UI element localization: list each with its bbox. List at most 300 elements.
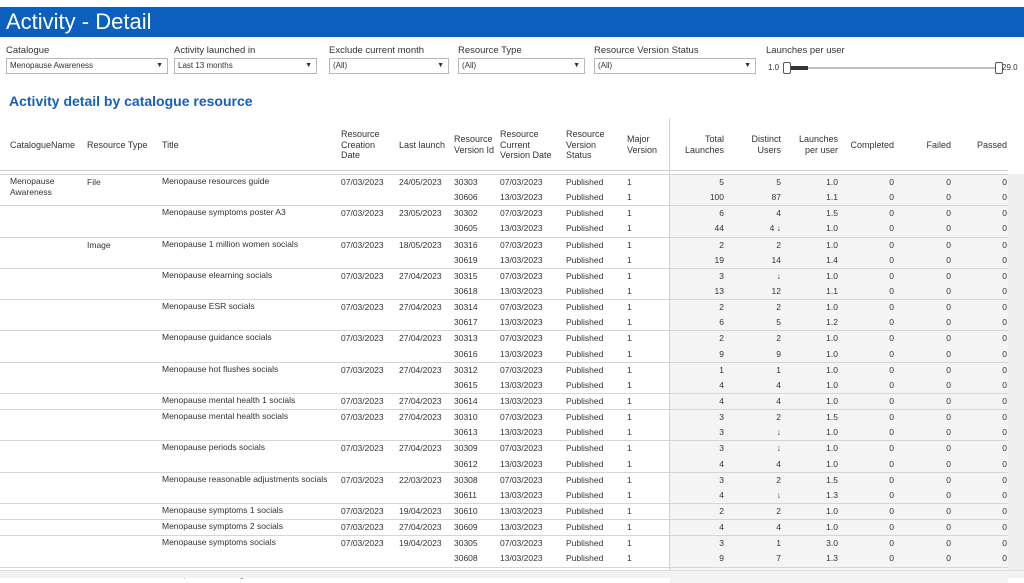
cell-created: 07/03/2023 [341,208,384,219]
table-row[interactable] [0,393,1008,409]
header-current-version-date[interactable]: Resource Current Version Date [500,129,552,160]
cell-created: 07/03/2023 [341,395,384,406]
cell-total: 3 [719,538,724,549]
table-row[interactable] [0,551,1008,566]
activity-launched-dropdown[interactable] [174,58,317,74]
cell-passed: 0 [1002,474,1007,485]
cell-total: 2 [719,302,724,313]
cell-vdate: 13/03/2023 [500,348,543,359]
cell-lpu: 1.0 [826,395,838,406]
cell-last: 19/04/2023 [399,538,442,549]
cell-completed: 0 [889,489,894,500]
cell-lpu: 1.5 [826,412,838,423]
cell-vdate: 13/03/2023 [500,285,543,296]
chevron-down-icon: ▼ [437,62,444,69]
cell-total: 3 [719,427,724,438]
cell-vdate: 07/03/2023 [500,239,543,250]
cell-created: 07/03/2023 [341,505,384,516]
cell-failed: 0 [946,458,951,469]
cell-passed: 0 [1002,364,1007,375]
cell-users: 4 [776,522,781,533]
cell-status: Published [566,427,604,438]
cell-major: 1 [627,458,632,469]
cell-passed: 0 [1002,333,1007,344]
cell-vdate: 13/03/2023 [500,427,543,438]
cell-vid: 30611 [454,489,478,500]
activity-detail-table [0,118,1008,570]
header-catalogue-name[interactable]: CatalogueName [10,140,76,150]
cell-status: Published [566,333,604,344]
cell-created: 07/03/2023 [341,443,384,454]
slider-track[interactable] [788,67,998,69]
cell-failed: 0 [946,317,951,328]
table-row[interactable] [0,347,1008,362]
cell-vdate: 13/03/2023 [500,489,543,500]
cell-major: 1 [627,489,632,500]
cell-completed: 0 [889,270,894,281]
cell-lpu: 1.0 [826,333,838,344]
cell-vid: 30609 [454,522,478,533]
cell-vid: 30605 [454,223,478,234]
table-row[interactable] [0,457,1008,472]
cell-vdate: 13/03/2023 [500,522,543,533]
table-row[interactable] [0,268,1008,284]
cell-major: 1 [627,254,632,265]
cell-failed: 0 [946,208,951,219]
cell-passed: 0 [1002,208,1007,219]
table-row[interactable] [0,519,1008,535]
cell-status: Published [566,192,604,203]
cell-major: 1 [627,285,632,296]
exclude-current-month-value: (All) [333,61,348,70]
cell-status: Published [566,285,604,296]
resource-version-status-value: (All) [598,61,613,70]
table-body [0,174,1008,583]
table-row[interactable] [0,205,1008,221]
cell-lpu: 3.0 [826,538,838,549]
cell-users: 2 [776,302,781,313]
header-creation-date[interactable]: Resource Creation Date [341,129,380,160]
slider-min-handle[interactable] [783,62,791,74]
cell-title: Menopause reasonable adjustments socials [162,473,328,484]
launches-per-user-slider[interactable] [766,60,1024,76]
cell-title: Menopause symptoms 2 socials [162,521,283,532]
cell-status: Published [566,364,604,375]
cell-completed: 0 [889,538,894,549]
cell-users: 4 [776,379,781,390]
cell-vid: 30619 [454,254,478,265]
header-resource-type[interactable]: Resource Type [87,140,148,150]
cell-created: 07/03/2023 [341,239,384,250]
table-row[interactable] [0,174,1008,197]
table-row[interactable] [0,440,1008,456]
cell-total: 4 [719,489,724,500]
cell-lpu: 1.0 [826,177,838,187]
cell-status: Published [566,553,604,564]
cell-title: Menopause symptoms socials [162,537,276,548]
chevron-down-icon: ▼ [305,62,312,69]
cell-users: 4 [776,458,781,469]
cell-major: 1 [627,538,632,549]
cell-vdate: 07/03/2023 [500,474,543,485]
cell-passed: 0 [1002,223,1007,234]
cell-users: 12 [771,285,781,296]
cell-users: 4 ↓ [769,223,781,234]
cell-title: Menopause ESR socials [162,301,255,312]
cell-last: 27/04/2023 [399,270,442,281]
cell-vid: 30617 [454,317,478,328]
cell-passed: 0 [1002,538,1007,549]
cell-vdate: 13/03/2023 [500,254,543,265]
header-completed[interactable]: Completed [850,140,894,150]
cell-vid: 30314 [454,302,478,313]
cell-last: 22/03/2023 [399,474,442,485]
cell-status: Published [566,458,604,469]
cell-total: 4 [719,395,724,406]
chevron-down-icon: ▼ [156,62,163,69]
cell-type: File [87,177,101,187]
cell-users: ↓ [776,443,781,454]
cell-major: 1 [627,427,632,438]
cell-vid: 30606 [454,192,478,203]
cell-total: 13 [714,285,724,296]
cell-total: 9 [719,553,724,564]
cell-vdate: 13/03/2023 [500,192,543,203]
cell-passed: 0 [1002,553,1007,564]
cell-failed: 0 [946,443,951,454]
cell-vdate: 07/03/2023 [500,177,543,187]
cell-passed: 0 [1002,239,1007,250]
cell-completed: 0 [889,223,894,234]
cell-vid: 30615 [454,379,478,390]
cell-total: 1 [719,364,724,375]
cell-passed: 0 [1002,489,1007,500]
cell-status: Published [566,489,604,500]
cell-vid: 30315 [454,270,478,281]
resource-version-status-filter [594,44,756,74]
cell-total: 4 [719,458,724,469]
cell-vid: 30316 [454,239,478,250]
cell-major: 1 [627,474,632,485]
resource-type-filter-label: Resource Type [458,45,522,56]
cell-failed: 0 [946,254,951,265]
cell-created: 07/03/2023 [341,538,384,549]
cell-created: 07/03/2023 [341,474,384,485]
cell-status: Published [566,223,604,234]
cell-passed: 0 [1002,412,1007,423]
cell-lpu: 1.4 [826,254,838,265]
cell-status: Published [566,412,604,423]
cell-vid: 30309 [454,443,478,454]
cell-major: 1 [627,192,632,203]
table-row[interactable] [0,535,1008,551]
cell-major: 1 [627,364,632,375]
cell-created: 07/03/2023 [341,364,384,375]
cell-total: 2 [719,239,724,250]
chevron-down-icon: ▼ [744,62,751,69]
cell-status: Published [566,522,604,533]
cell-status: Published [566,317,604,328]
cell-failed: 0 [946,505,951,516]
cell-status: Published [566,177,604,187]
cell-users: 1 [776,538,781,549]
cell-completed: 0 [889,317,894,328]
cell-failed: 0 [946,223,951,234]
page-title: Activity - Detail [6,9,152,34]
cell-failed: 0 [946,270,951,281]
cell-title: Menopause symptoms 1 socials [162,504,283,515]
table-row[interactable] [0,425,1008,440]
table-header [0,118,1008,171]
cell-major: 1 [627,270,632,281]
cell-vdate: 07/03/2023 [500,208,543,219]
cell-last: 27/04/2023 [399,443,442,454]
cell-vid: 30310 [454,412,478,423]
cell-vid: 30610 [454,505,478,516]
header-total-launches[interactable]: Total Launches [684,134,724,155]
cell-vdate: 13/03/2023 [500,458,543,469]
resource-type-dropdown-value: (All) [462,61,477,70]
cell-passed: 0 [1002,458,1007,469]
cell-last: 27/04/2023 [399,412,442,423]
header-passed[interactable]: Passed [976,140,1007,150]
activity-launched-filter [174,44,317,74]
cell-vdate: 07/03/2023 [500,333,543,344]
cell-title: Menopause hot flushes socials [162,363,279,374]
cell-passed: 0 [1002,192,1007,203]
cell-failed: 0 [946,522,951,533]
slider-max-value: 29.0 [1002,63,1018,72]
cell-completed: 0 [889,443,894,454]
resource-version-status-dropdown[interactable] [594,58,756,74]
cell-lpu: 1.0 [826,443,838,454]
cell-vdate: 07/03/2023 [500,412,543,423]
cell-total: 4 [719,379,724,390]
cell-passed: 0 [1002,379,1007,390]
table-row[interactable] [0,488,1008,503]
cell-passed: 0 [1002,317,1007,328]
table-row[interactable] [0,284,1008,299]
cell-vid: 30308 [454,474,478,485]
cell-status: Published [566,379,604,390]
cell-lpu: 1.0 [826,505,838,516]
cell-vdate: 07/03/2023 [500,270,543,281]
cell-created: 07/03/2023 [341,302,384,313]
cell-vdate: 07/03/2023 [500,443,543,454]
cell-last: 18/05/2023 [399,239,442,250]
slider-min-value: 1.0 [768,63,780,72]
cell-completed: 0 [889,177,894,187]
cell-total: 6 [719,317,724,328]
header-last-launch[interactable]: Last launch [399,140,446,150]
cell-lpu: 1.0 [826,522,838,533]
cell-last: 27/04/2023 [399,333,442,344]
header-launches-per-user[interactable]: Launches per user [798,134,838,155]
table-row[interactable] [0,378,1008,393]
cell-total: 3 [719,474,724,485]
cell-lpu: 1.0 [826,458,838,469]
cell-failed: 0 [946,427,951,438]
header-version-status[interactable]: Resource Version Status [566,129,605,160]
slider-fill [788,66,808,70]
cell-last: 27/04/2023 [399,522,442,533]
cell-lpu: 1.0 [826,223,838,234]
cell-vdate: 07/03/2023 [500,364,543,375]
cell-title: Menopause periods socials [162,442,266,453]
activity-launched-filter-label: Activity launched in [174,45,256,56]
table-row[interactable] [0,330,1008,346]
cell-status: Published [566,254,604,265]
vertical-scrollbar[interactable] [1008,174,1024,570]
cell-major: 1 [627,317,632,328]
cell-lpu: 1.3 [826,489,838,500]
cell-passed: 0 [1002,348,1007,359]
cell-vid: 30313 [454,333,478,344]
cell-completed: 0 [889,192,894,203]
horizontal-scrollbar[interactable] [0,570,1024,578]
cell-major: 1 [627,379,632,390]
column-divider [669,118,670,570]
catalogue-filter-label: Catalogue [6,45,50,56]
cell-total: 3 [719,270,724,281]
exclude-current-month-label: Exclude current month [329,45,425,56]
cell-major: 1 [627,505,632,516]
cell-users: 9 [776,348,781,359]
table-row[interactable] [0,409,1008,425]
cell-vdate: 07/03/2023 [500,302,543,313]
cell-status: Published [566,208,604,219]
cell-major: 1 [627,553,632,564]
section-title: Activity detail by catalogue resource [9,93,253,109]
catalogue-dropdown-value: Menopause Awareness [10,61,94,70]
cell-vdate: 13/03/2023 [500,223,543,234]
cell-passed: 0 [1002,395,1007,406]
cell-status: Published [566,505,604,516]
table-row[interactable] [0,221,1008,236]
cell-type: Image [87,239,111,250]
cell-completed: 0 [889,553,894,564]
cell-users: 2 [776,412,781,423]
table-row[interactable] [0,315,1008,330]
cell-users: 5 [776,177,781,187]
cell-completed: 0 [889,239,894,250]
cell-failed: 0 [946,177,951,187]
cell-users: 2 [776,333,781,344]
table-row[interactable] [0,472,1008,488]
header-failed[interactable]: Failed [926,140,951,150]
table-row[interactable] [0,503,1008,519]
cell-completed: 0 [889,379,894,390]
cell-title: Menopause mental health 1 socials [162,394,296,405]
cell-users: 14 [771,254,781,265]
cell-lpu: 1.0 [826,239,838,250]
launches-per-user-filter [766,44,1024,76]
cell-major: 1 [627,348,632,359]
cell-total: 44 [714,223,724,234]
cell-title: Menopause guidance socials [162,332,272,343]
cell-failed: 0 [946,333,951,344]
table-row[interactable] [0,253,1008,268]
table-row[interactable] [0,237,1008,253]
cell-passed: 0 [1002,427,1007,438]
cell-passed: 0 [1002,177,1007,187]
catalogue-dropdown[interactable] [6,58,168,74]
exclude-current-month-filter [329,44,449,74]
cell-vid: 30612 [454,458,478,469]
cell-vid: 30305 [454,538,478,549]
cell-created: 07/03/2023 [341,333,384,344]
resource-type-dropdown[interactable] [458,58,585,74]
cell-failed: 0 [946,474,951,485]
cell-vid: 30616 [454,348,478,359]
cell-lpu: 1.3 [826,553,838,564]
cell-major: 1 [627,395,632,406]
cell-status: Published [566,348,604,359]
cell-lpu: 1.0 [826,348,838,359]
cell-status: Published [566,302,604,313]
cell-users: 7 [776,553,781,564]
cell-failed: 0 [946,364,951,375]
cell-total: 6 [719,208,724,219]
cell-title: Menopause elearning socials [162,269,273,280]
cell-completed: 0 [889,427,894,438]
cell-completed: 0 [889,505,894,516]
header-version-id[interactable]: Resource Version Id [454,134,495,155]
cell-last: 23/05/2023 [399,208,442,219]
cell-lpu: 1.5 [826,208,838,219]
cell-title: Menopause resources guide [162,176,270,186]
cell-vid: 30613 [454,427,478,438]
cell-vdate: 13/03/2023 [500,553,543,564]
cell-lpu: 1.0 [826,302,838,313]
launches-per-user-label: Launches per user [766,45,845,56]
table-row[interactable] [0,362,1008,378]
cell-users: 2 [776,474,781,485]
cell-status: Published [566,538,604,549]
cell-completed: 0 [889,412,894,423]
cell-vdate: 07/03/2023 [500,538,543,549]
cell-created: 07/03/2023 [341,270,384,281]
cell-status: Published [566,395,604,406]
cell-users: 87 [771,192,781,203]
cell-last: 27/04/2023 [399,364,442,375]
cell-users: 2 [776,505,781,516]
table-row[interactable] [0,299,1008,315]
exclude-current-month-dropdown[interactable] [329,58,449,74]
cell-last: 27/04/2023 [399,395,442,406]
cell-lpu: 1.0 [826,379,838,390]
table-row[interactable] [0,190,1008,205]
cell-failed: 0 [946,553,951,564]
cell-failed: 0 [946,285,951,296]
cell-lpu: 1.1 [826,192,838,203]
cell-title: Menopause 1 million women socials [162,238,299,249]
header-title[interactable]: Title [162,140,179,150]
cell-lpu: 1.1 [826,285,838,296]
cell-catalogue: Menopause Awareness [10,176,55,197]
header-distinct-users[interactable]: Distinct Users [751,134,781,155]
cell-major: 1 [627,443,632,454]
cell-created: 07/03/2023 [341,522,384,533]
cell-users: 5 [776,317,781,328]
header-major-version[interactable]: Major Version [627,134,658,155]
cell-completed: 0 [889,333,894,344]
cell-lpu: 1.0 [826,270,838,281]
cell-title: Menopause symptoms poster A3 [162,207,286,218]
cell-created: 07/03/2023 [341,412,384,423]
cell-completed: 0 [889,522,894,533]
cell-passed: 0 [1002,254,1007,265]
